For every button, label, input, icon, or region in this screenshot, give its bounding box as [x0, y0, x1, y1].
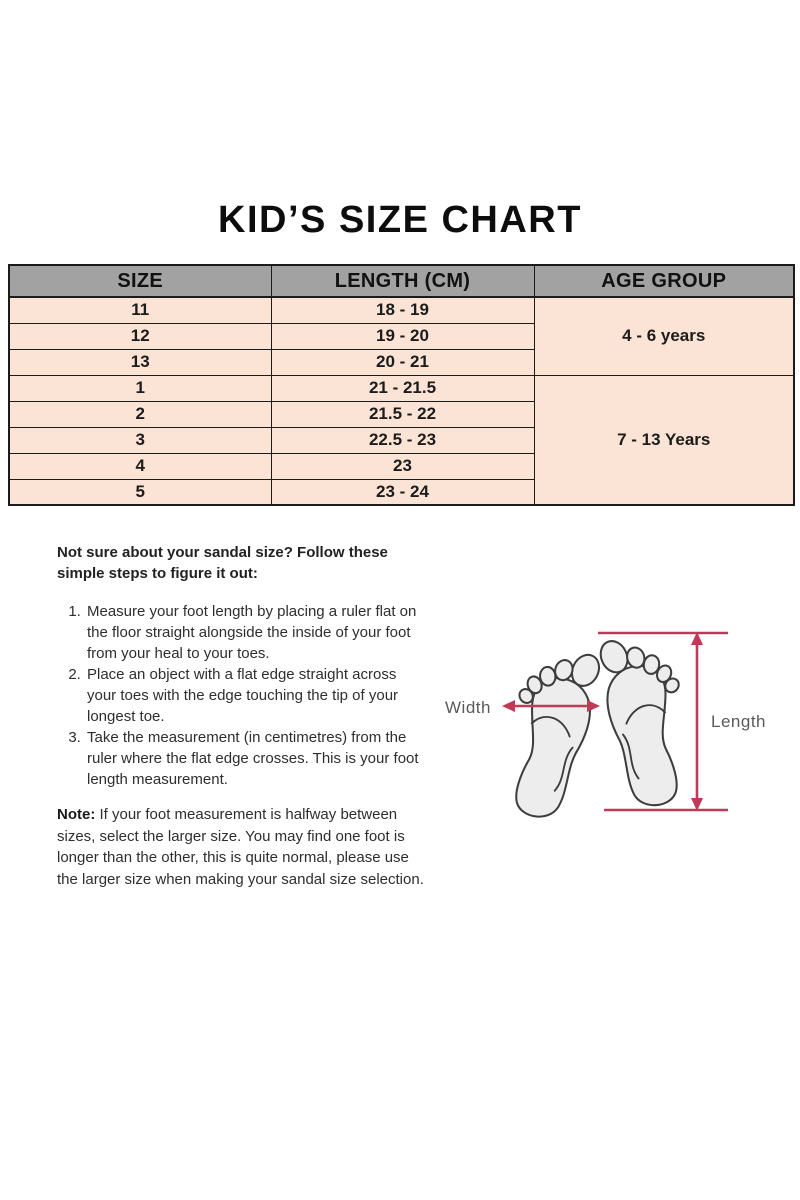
guide-step: 3. Take the measurement (in centimetres) from the ruler where the flat edge crosses. This is your foot length measurement. — [85, 727, 429, 790]
size-cell: 2 — [9, 401, 271, 427]
size-cell: 12 — [9, 323, 271, 349]
guide-step: 1. Measure your foot length by placing a ruler flat on the floor straight alongside the inside of your foot from your heal to your toes. — [85, 601, 429, 664]
right-foot-illustration — [595, 628, 700, 810]
size-cell: 1 — [9, 375, 271, 401]
size-cell: 3 — [9, 427, 271, 453]
column-header-size: SIZE — [9, 265, 271, 297]
table-row — [9, 375, 794, 401]
length-cell: 21.5 - 22 — [271, 401, 534, 427]
length-cell: 23 — [271, 453, 534, 479]
page-title: KID’S SIZE CHART — [218, 199, 582, 241]
length-cell: 21 - 21.5 — [271, 375, 534, 401]
note-text: If your foot measurement is halfway between sizes, select the larger size. You may find one foot is longer than the other, this is quite normal, please use the larger size when making your sandal size selection. — [57, 806, 424, 888]
guide-step: 2. Place an object with a flat edge straight across your toes with the edge touching the tip of your longest toe. — [85, 664, 429, 727]
table-row — [9, 297, 794, 323]
size-cell: 5 — [9, 479, 271, 505]
note-label: Note: — [57, 806, 96, 823]
foot-measurement-diagram — [430, 605, 780, 840]
size-cell: 11 — [9, 297, 271, 323]
length-cell: 23 - 24 — [271, 479, 534, 505]
guide-note — [57, 804, 429, 890]
guide-steps-list — [57, 601, 429, 790]
guide-intro: Not sure about your sandal size? Follow these simple steps to figure it out: — [57, 544, 388, 582]
length-label: Length — [711, 712, 766, 731]
size-chart-table — [8, 264, 795, 506]
length-cell: 19 - 20 — [271, 323, 534, 349]
measuring-guide — [57, 542, 429, 890]
length-cell: 22.5 - 23 — [271, 427, 534, 453]
length-cell: 20 - 21 — [271, 349, 534, 375]
age-group-cell: 7 - 13 Years — [534, 375, 794, 505]
left-foot-illustration — [493, 639, 606, 824]
table-header-row — [9, 265, 794, 297]
column-header-age-group: AGE GROUP — [534, 265, 794, 297]
age-group-cell: 4 - 6 years — [534, 297, 794, 375]
size-cell: 13 — [9, 349, 271, 375]
column-header-length: LENGTH (CM) — [271, 265, 534, 297]
width-label: Width — [445, 698, 491, 717]
size-cell: 4 — [9, 453, 271, 479]
length-cell: 18 - 19 — [271, 297, 534, 323]
